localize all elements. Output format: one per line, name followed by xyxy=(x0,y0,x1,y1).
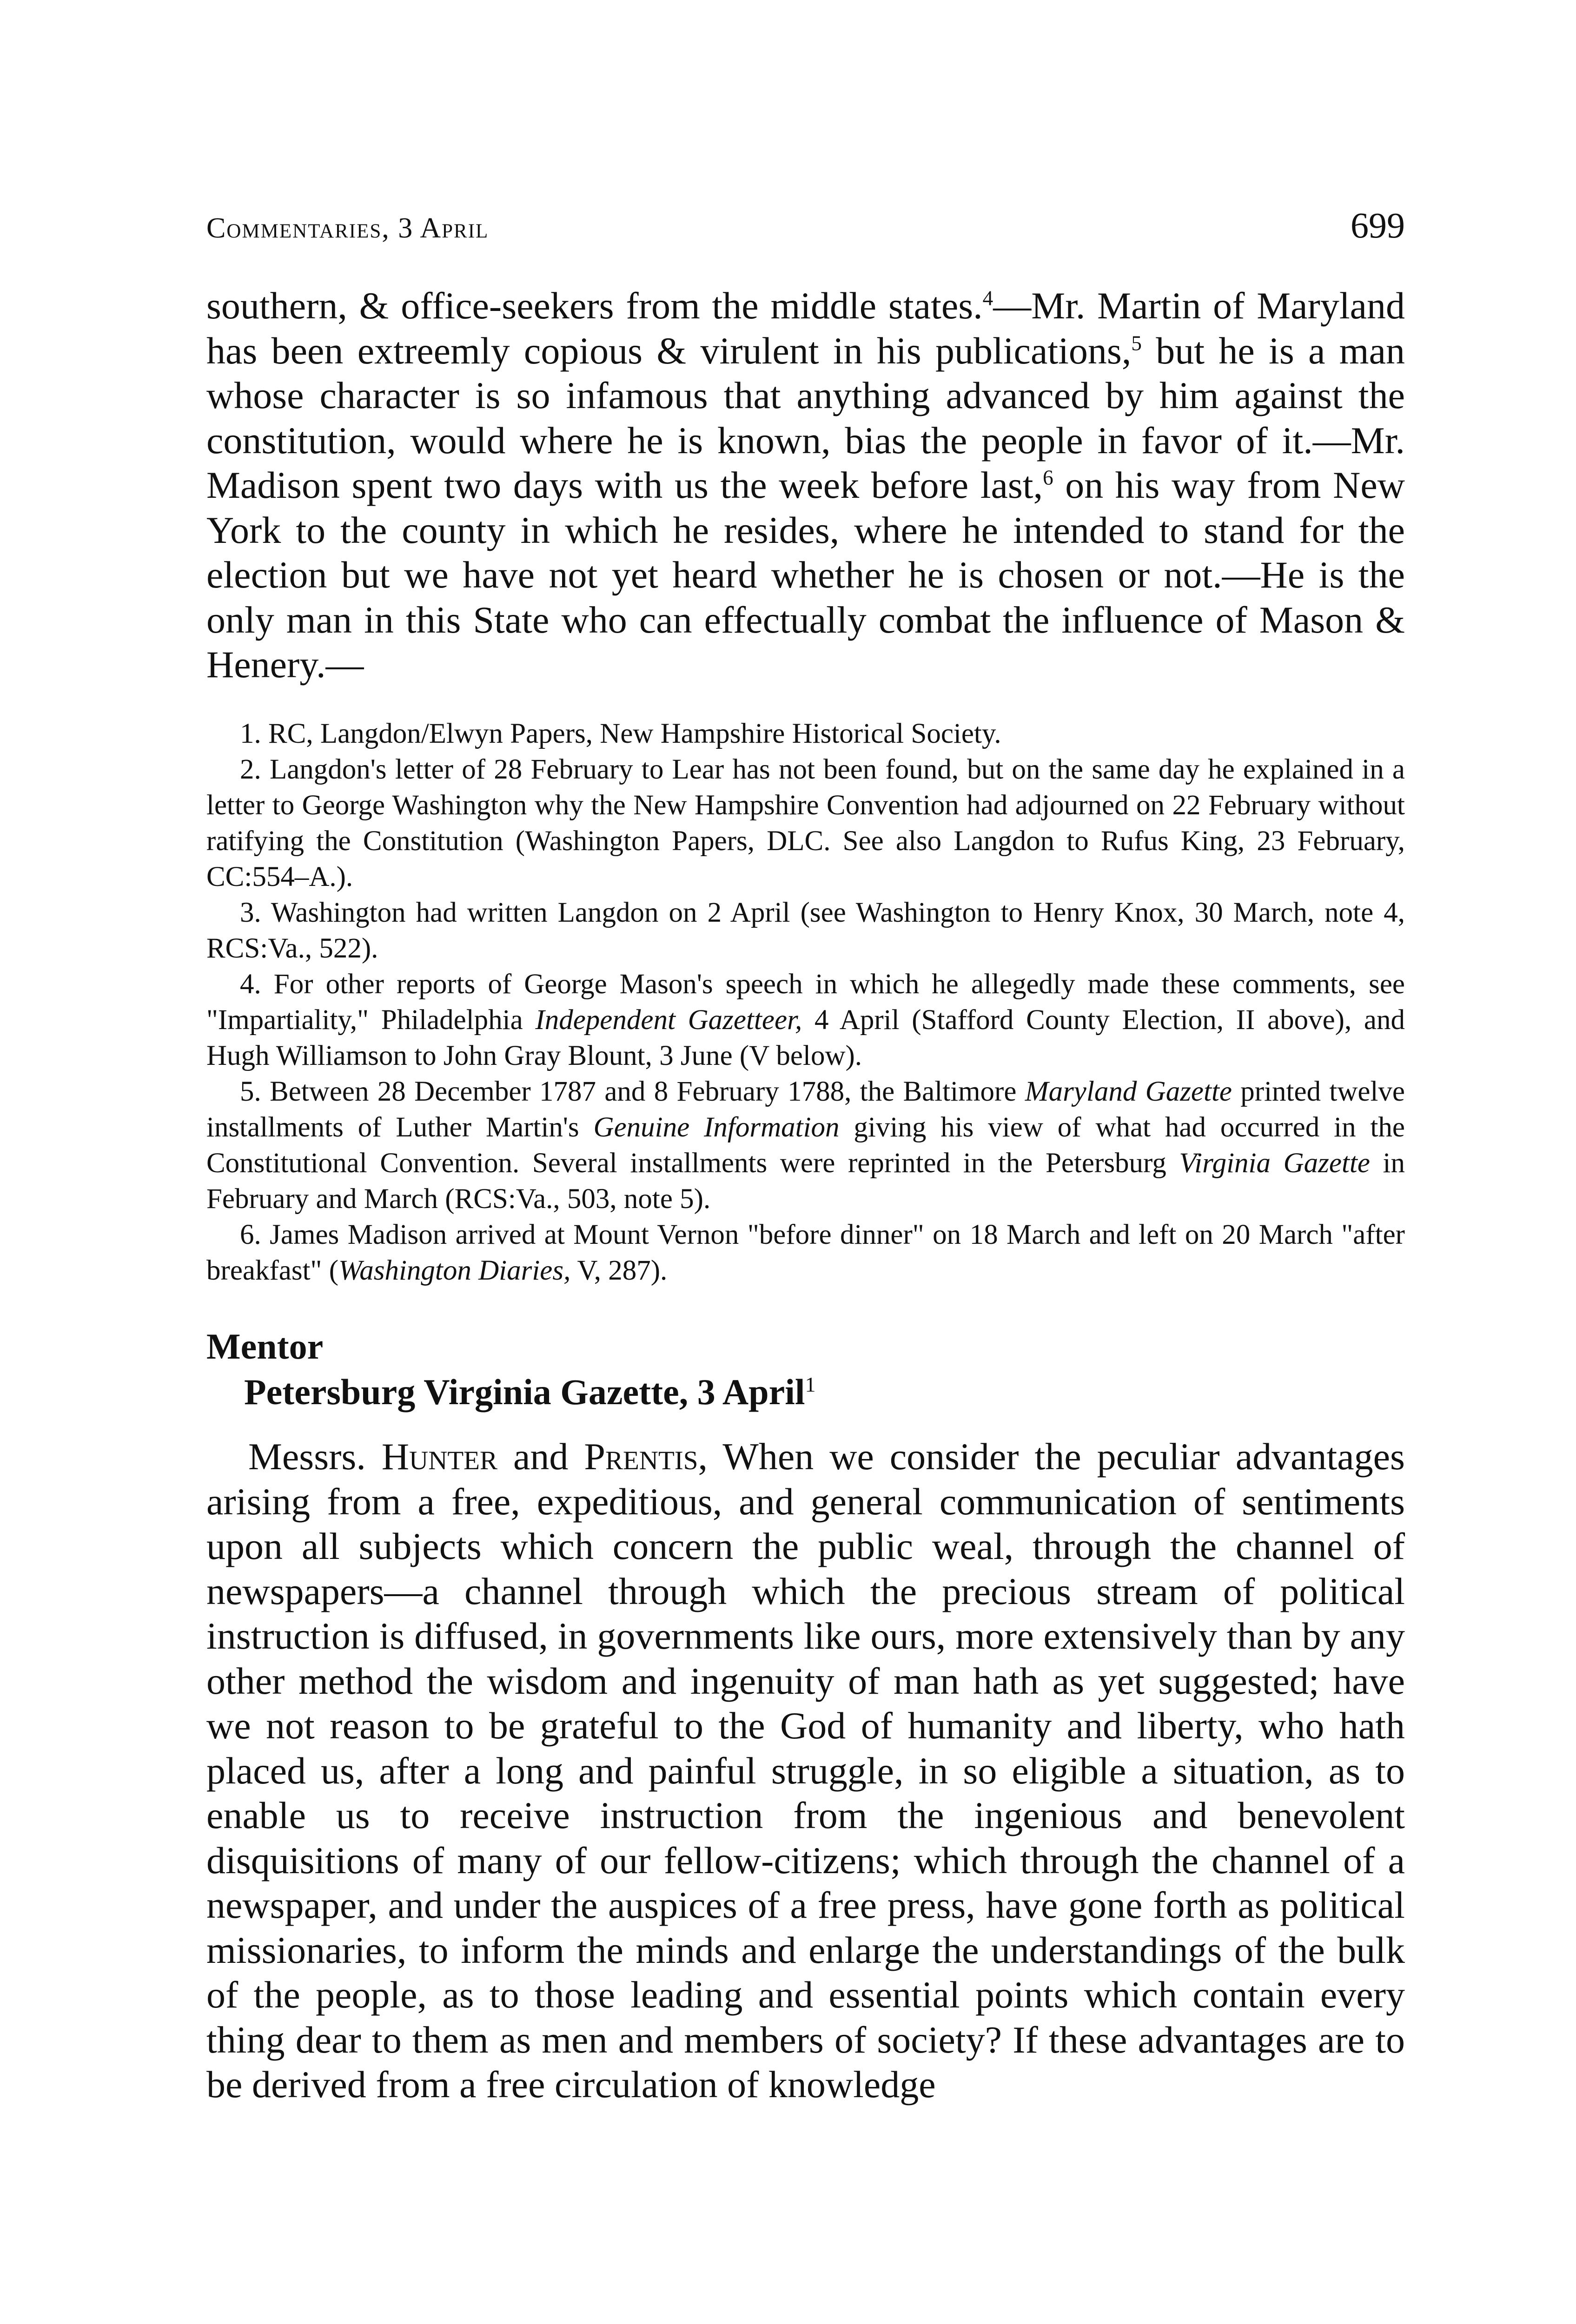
footnote-1: 1. RC, Langdon/Elwyn Papers, New Hampshire Historical Society. xyxy=(240,718,1001,749)
footnote-2: 2. Langdon's letter of 28 February to Lear has not been found, but on the same day he explained in a letter to George Washington why the New Hampshire Convention had adjourned on 22 February without ratifying the Constitution (Washington Papers, DLC. See also Langdon to Rufus King, 23 February, CC:554–A.). xyxy=(206,754,1405,892)
note-text: giving his view of what had occurred in the Constitutional Convention. Several installments were reprinted in the Petersburg xyxy=(206,1112,1405,1179)
section-subheading xyxy=(244,1371,816,1413)
note-italic: Washington Diaries, xyxy=(338,1255,571,1286)
conjunction: and xyxy=(497,1435,584,1478)
article-text: When we consider the peculiar advantages arising from a free, expeditious, and general communication of sentiments upon all subjects which concern the public weal, through the channel of newspapers—a channel through which the precious stream of political instruction is diffused, in governments like ours, more extensively than by any other method the wisdom and ingenuity of man hath as yet suggested; have we not reason to be grateful to the God of humanity and liberty, who hath placed us, after a long and painful struggle, in so eligible a situation, as to enable us to receive instruction from the ingenious and benevolent disquisitions of many of our fellow-citizens; which through the channel of a newspaper, and under the auspices of a free press, have gone forth as political missionaries, to inform the minds and enlarge the understandings of the bulk of the people, as to those leading and essential points which contain every thing dear to them as men and members of society? If these advantages are to be derived from a free circulation of knowledge xyxy=(206,1435,1405,2106)
salutation: Messrs. xyxy=(248,1435,382,1478)
footnote-4 xyxy=(206,966,1405,1074)
section-heading: Mentor xyxy=(206,1326,324,1367)
article-body xyxy=(206,1434,1405,2107)
note-ref-6: 6 xyxy=(1043,466,1053,489)
footnote-5 xyxy=(206,1074,1405,1217)
footnote-6 xyxy=(206,1217,1405,1288)
article-paragraph xyxy=(206,1434,1405,2107)
note-ref-1: 1 xyxy=(805,1373,816,1396)
note-text: 4. For other reports of George Mason's speech in which he allegedly made these comments, see "Impartiality," Philadelphia xyxy=(206,969,1405,1036)
addressee-name: Prentis, xyxy=(584,1435,708,1478)
running-head xyxy=(206,205,1405,251)
note-italic: Maryland Gazette xyxy=(1025,1076,1232,1107)
subheading-text: Petersburg Virginia Gazette, 3 April xyxy=(244,1372,805,1412)
note-italic: Virginia Gazette xyxy=(1179,1148,1370,1179)
text-segment: southern, & office-seekers from the middle states. xyxy=(206,284,983,327)
text-segment: —Mr. Martin of Maryland has been extreemly copious & virulent in his publications, xyxy=(206,284,1405,372)
note-text: V, 287). xyxy=(570,1255,668,1286)
note-text: 4 April (Stafford County Election, II above), and Hugh Williamson to John Gray Blount, 3 June (V below). xyxy=(206,1004,1405,1071)
addressee-name: Hunter xyxy=(381,1435,498,1478)
continued-text xyxy=(206,284,1405,687)
page-number: 699 xyxy=(1351,205,1405,245)
note-ref-5: 5 xyxy=(1131,331,1142,355)
continued-paragraph xyxy=(206,284,1405,687)
footnotes xyxy=(206,716,1405,1288)
note-italic: Genuine Information xyxy=(593,1112,840,1143)
footnote-3: 3. Washington had written Langdon on 2 April (see Washington to Henry Knox, 30 March, note 4, RCS:Va., 522). xyxy=(206,897,1405,964)
note-text: printed twelve installments of Luther Martin's xyxy=(206,1076,1405,1143)
running-head-title: Commentaries, 3 April xyxy=(206,212,489,244)
note-text: 5. Between 28 December 1787 and 8 February 1788, the Baltimore xyxy=(240,1076,1025,1107)
text-segment: on his way from New York to the county in which he resides, where he intended to stand for the election but we have not yet heard whether he is chosen or not.—He is the only man in this State who can effectually combat the influence of Mason & Henery.— xyxy=(206,464,1405,686)
note-ref-4: 4 xyxy=(982,286,993,310)
note-text: 6. James Madison arrived at Mount Vernon "before dinner" on 18 March and left on 20 March "after breakfast" ( xyxy=(206,1219,1405,1286)
note-italic: Independent Gazetteer, xyxy=(535,1004,802,1036)
text-segment: but he is a man whose character is so infamous that anything advanced by him against the constitution, would where he is known, bias the people in favor of it.—Mr. Madison spent two days with us the week before last, xyxy=(206,329,1405,506)
note-text: in February and March (RCS:Va., 503, note 5). xyxy=(206,1148,1405,1215)
